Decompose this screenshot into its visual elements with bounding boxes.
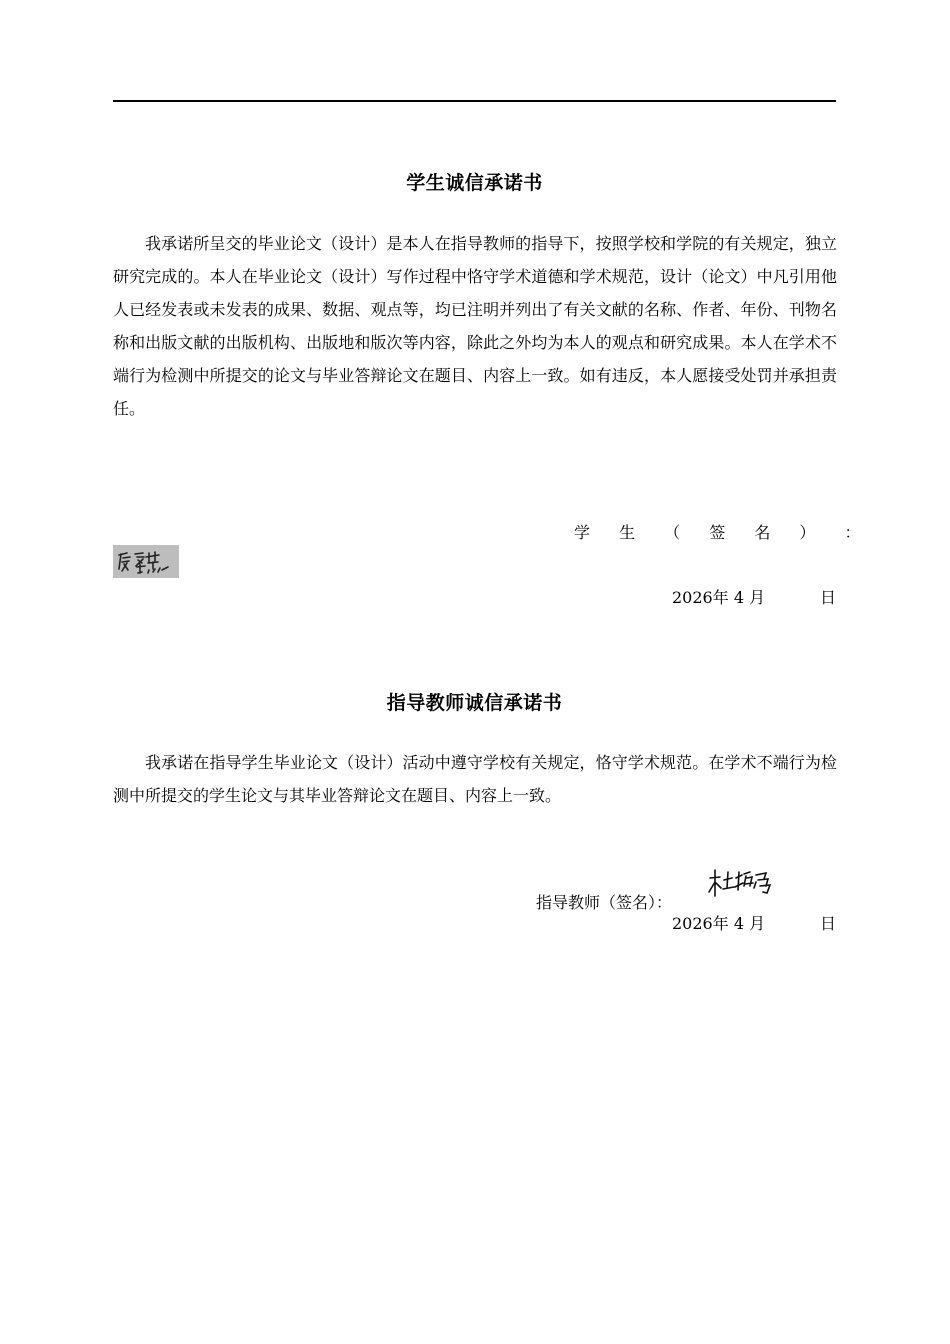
teacher-pledge-title: 指导教师诚信承诺书: [386, 692, 563, 714]
student-date-day-unit: 日: [820, 588, 837, 607]
student-pledge-title: 学生诚信承诺书: [406, 172, 543, 194]
student-date: [672, 585, 765, 608]
student-date-year: 2026: [672, 588, 713, 607]
student-date-month-unit: 月: [749, 588, 766, 607]
student-pledge-body: 我承诺所呈交的毕业论文（设计）是本人在指导教师的指导下，按照学校和学院的有关规定，独立研究完成的。本人在毕业论文（设计）写作过程中恪守学术道德和学术规范，设计（论文）中凡引用他人已经发表或未发表的成果、数据、观点等，均已注明并列出了有关文献的名称、作者、年份、刊物名称和出版文献的出版机构、出版地和版次等内容，除此之外均为本人的观点和研究成果。本人在学术不端行为检测中所提交的论文与毕业答辩论文在题目、内容上一致。如有违反，本人愿接受处罚并承担责任。: [113, 234, 837, 418]
student-date-year-unit: 年: [712, 588, 729, 607]
teacher-date-year: 2026: [672, 914, 713, 933]
student-signature-label: 学 生 （ 签 名 ） ：: [574, 523, 873, 542]
teacher-date-year-unit: 年: [712, 914, 729, 933]
teacher-date: [672, 911, 765, 934]
header-rule: [113, 100, 836, 102]
teacher-date-month: 4: [733, 914, 745, 933]
teacher-date-day-unit: 日: [820, 914, 837, 933]
teacher-signature-image: [706, 866, 776, 908]
teacher-pledge-body: 我承诺在指导学生毕业论文（设计）活动中遵守学校有关规定，恪守学术规范。在学术不端行为检测中所提交的学生论文与其毕业答辩论文在题目、内容上一致。: [113, 753, 837, 805]
student-date-month: 4: [733, 588, 745, 607]
teacher-date-month-unit: 月: [749, 914, 766, 933]
student-signature-image: [113, 545, 179, 578]
teacher-signature-label: 指导教师（签名）：: [536, 893, 673, 912]
